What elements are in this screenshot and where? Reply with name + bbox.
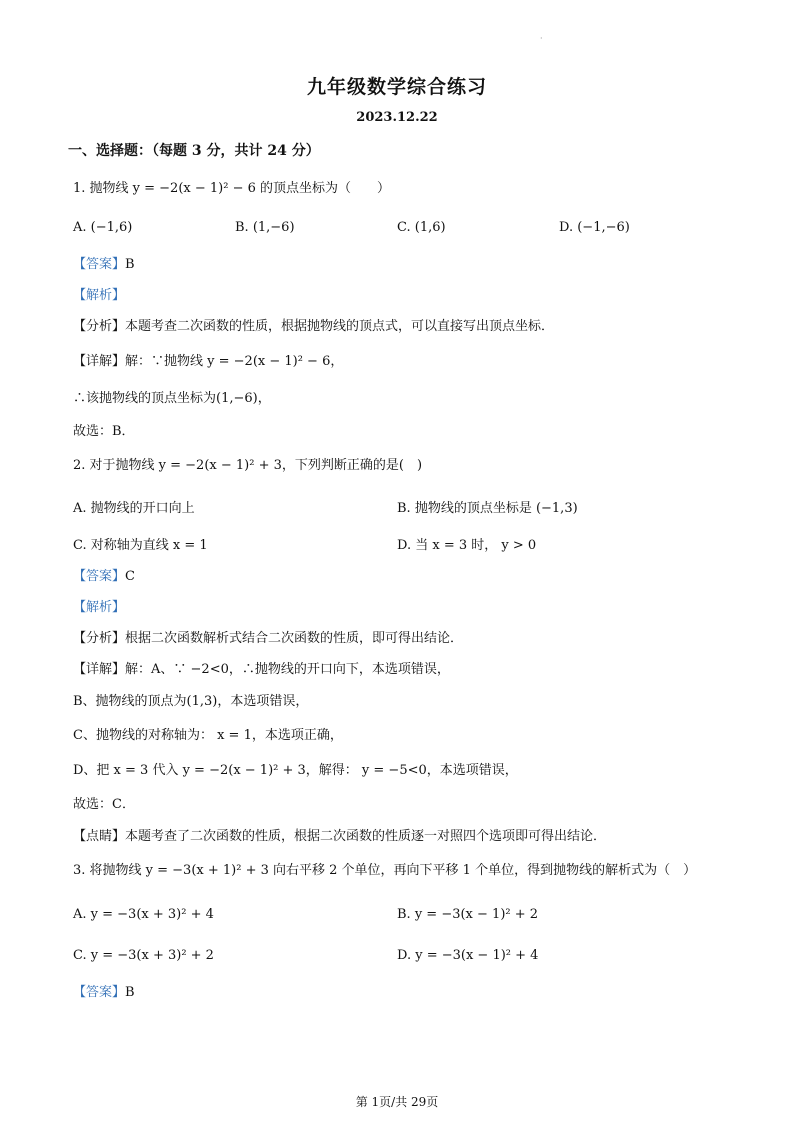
section-heading: 一、选择题：（每题 3 分，共计 24 分） xyxy=(68,143,320,159)
q2-detail xyxy=(73,661,450,679)
q1-option-a: A. (−1,6) xyxy=(73,220,133,235)
q2-detail-d: D、把 x = 3 代入 y = −2(x − 1)² + 3，解得： y = −5<0，本选项错误， xyxy=(73,763,518,778)
q2-analysis-tag: 【解析】 xyxy=(73,600,126,615)
detail-tag: 【详解】 xyxy=(73,354,126,369)
dianjing-tag: 【点睛】 xyxy=(73,829,126,844)
q1-analysis-tag: 【解析】 xyxy=(73,288,126,303)
q2-detail-c: C、抛物线的对称轴为： x = 1，本选项正确， xyxy=(73,728,343,743)
q2-option-a: A. 抛物线的开口向上 xyxy=(73,501,195,516)
q2-option-d: D. 当 x = 3 时， y > 0 xyxy=(397,538,537,553)
q3-option-b: B. y = −3(x − 1)² + 2 xyxy=(397,907,539,922)
q1-detail xyxy=(73,353,343,371)
fenxi-text: 根据二次函数解析式结合二次函数的性质，即可得出结论． xyxy=(125,631,464,646)
answer-value: C xyxy=(125,569,135,584)
q1-answer xyxy=(73,256,135,274)
q2-option-c: C. 对称轴为直线 x = 1 xyxy=(73,538,208,553)
answer-tag: 【答案】 xyxy=(73,257,126,272)
page-date: 2023.12.22 xyxy=(356,110,438,125)
q1-stem: 1. 抛物线 y = −2(x − 1)² − 6 的顶点坐标为（ ） xyxy=(73,181,391,196)
fenxi-tag: 【分析】 xyxy=(73,319,126,334)
q1-conclusion: 故选：B． xyxy=(73,424,135,439)
answer-value: B xyxy=(125,985,135,1000)
q2-answer xyxy=(73,568,135,586)
q2-option-b: B. 抛物线的顶点坐标是 (−1,3) xyxy=(397,501,578,516)
q3-option-d: D. y = −3(x − 1)² + 4 xyxy=(397,948,539,963)
q1-fenxi xyxy=(73,318,554,336)
answer-tag: 【答案】 xyxy=(73,985,126,1000)
q1-option-d: D. (−1,−6) xyxy=(559,220,630,235)
scan-mark: · xyxy=(540,34,543,43)
answer-tag: 【答案】 xyxy=(73,569,126,584)
q2-detail-b: B、抛物线的顶点为(1,3)，本选项错误， xyxy=(73,694,309,709)
page-title: 九年级数学综合练习 xyxy=(306,76,487,98)
q2-stem: 2. 对于抛物线 y = −2(x − 1)² + 3，下列判断正确的是( ) xyxy=(73,458,423,473)
fenxi-tag: 【分析】 xyxy=(73,631,126,646)
page-footer: 第 1页/共 29页 xyxy=(355,1095,439,1109)
q2-fenxi xyxy=(73,630,463,648)
dianjing-text: 本题考查了二次函数的性质，根据二次函数的性质逐一对照四个选项即可得出结论． xyxy=(125,829,607,844)
q1-option-b: B. (1,−6) xyxy=(235,220,295,235)
answer-value: B xyxy=(125,257,135,272)
q3-answer xyxy=(73,984,135,1002)
q2-conclusion: 故选：C． xyxy=(73,797,135,812)
q3-option-a: A. y = −3(x + 3)² + 4 xyxy=(73,907,214,922)
q3-stem: 3. 将抛物线 y = −3(x + 1)² + 3 向右平移 2 个单位，再向下平移 1 个单位，得到抛物线的解析式为（ ） xyxy=(73,863,697,878)
q1-option-c: C. (1,6) xyxy=(397,220,446,235)
detail-text: 解：∵抛物线 y = −2(x − 1)² − 6， xyxy=(125,354,344,369)
q1-detail-line2: ∴该抛物线的顶点坐标为(1,−6)， xyxy=(73,391,271,406)
detail-tag: 【详解】 xyxy=(73,662,126,677)
detail-text: 解：A、∵ −2<0，∴抛物线的开口向下，本选项错误， xyxy=(125,662,450,677)
q2-dianjing xyxy=(73,828,606,846)
q3-option-c: C. y = −3(x + 3)² + 2 xyxy=(73,948,214,963)
fenxi-text: 本题考查二次函数的性质，根据抛物线的顶点式，可以直接写出顶点坐标． xyxy=(125,319,555,334)
